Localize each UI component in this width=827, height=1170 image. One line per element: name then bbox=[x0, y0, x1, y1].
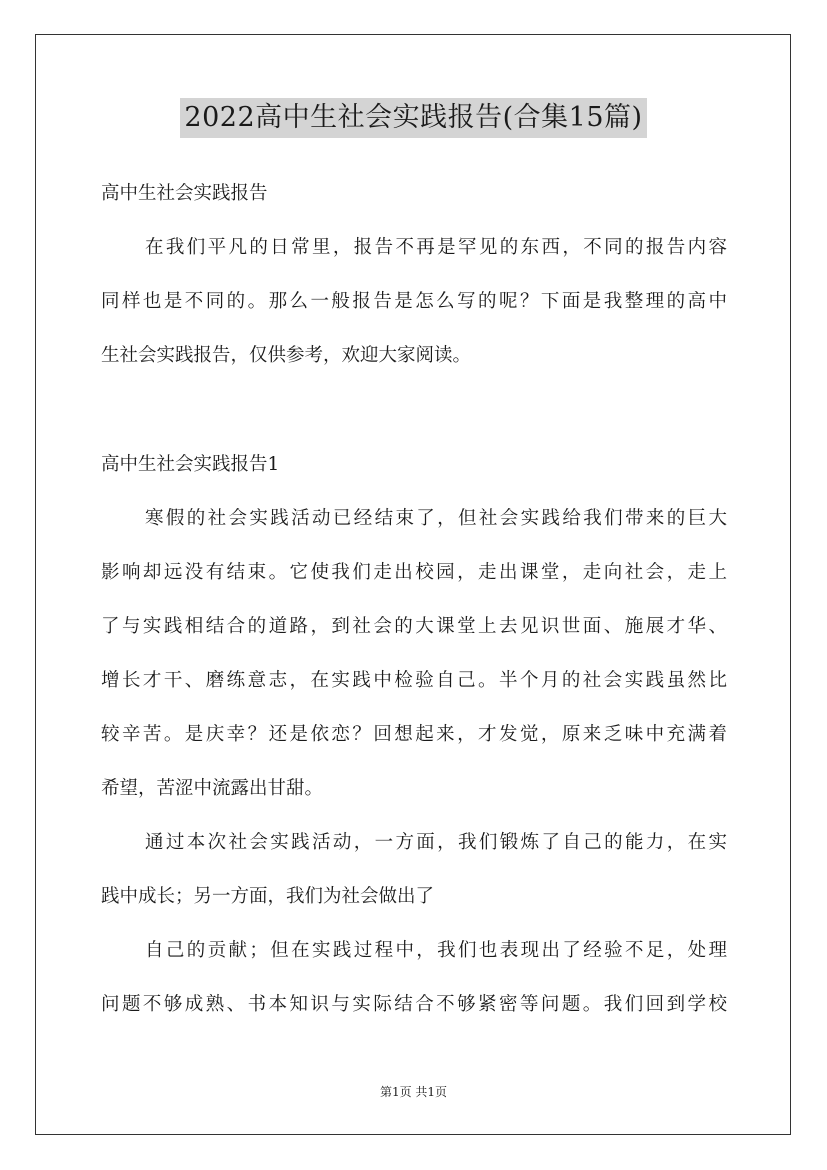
title-container bbox=[0, 98, 827, 138]
paragraph-line: 影响却远没有结束。它使我们走出校园，走出课堂，走向社会，走上 bbox=[101, 562, 727, 583]
paragraph-line: 寒假的社会实践活动已经结束了，但社会实践给我们带来的巨大 bbox=[145, 508, 727, 529]
paragraph-line: 问题不够成熟、书本知识与实际结合不够紧密等问题。我们回到学校 bbox=[101, 994, 727, 1015]
paragraph-line: 同样也是不同的。那么一般报告是怎么写的呢？下面是我整理的高中 bbox=[101, 291, 727, 312]
page-footer: 第1页 共1页 bbox=[379, 1085, 448, 1099]
paragraph-line: 通过本次社会实践活动，一方面，我们锻炼了自己的能力，在实 bbox=[145, 832, 727, 853]
paragraph-line: 自己的贡献；但在实践过程中，我们也表现出了经验不足，处理 bbox=[145, 940, 727, 961]
paragraph-line: 践中成长；另一方面，我们为社会做出了 bbox=[101, 886, 435, 907]
paragraph-line: 在我们平凡的日常里，报告不再是罕见的东西，不同的报告内容 bbox=[145, 237, 727, 258]
paragraph-line: 了与实践相结合的道路，到社会的大课堂上去见识世面、施展才华、 bbox=[101, 616, 727, 637]
paragraph-line: 希望，苦涩中流露出甘甜。 bbox=[101, 778, 324, 799]
paragraph-line: 较辛苦。是庆幸？还是依恋？回想起来，才发觉，原来乏味中充满着 bbox=[101, 724, 727, 745]
section-heading: 高中生社会实践报告1 bbox=[101, 454, 280, 475]
paragraph-line: 生社会实践报告，仅供参考，欢迎大家阅读。 bbox=[101, 345, 472, 366]
document-title: 2022高中生社会实践报告(合集15篇) bbox=[180, 98, 646, 138]
section-heading: 高中生社会实践报告 bbox=[101, 183, 268, 204]
paragraph-line: 增长才干、磨练意志，在实践中检验自己。半个月的社会实践虽然比 bbox=[101, 670, 727, 691]
